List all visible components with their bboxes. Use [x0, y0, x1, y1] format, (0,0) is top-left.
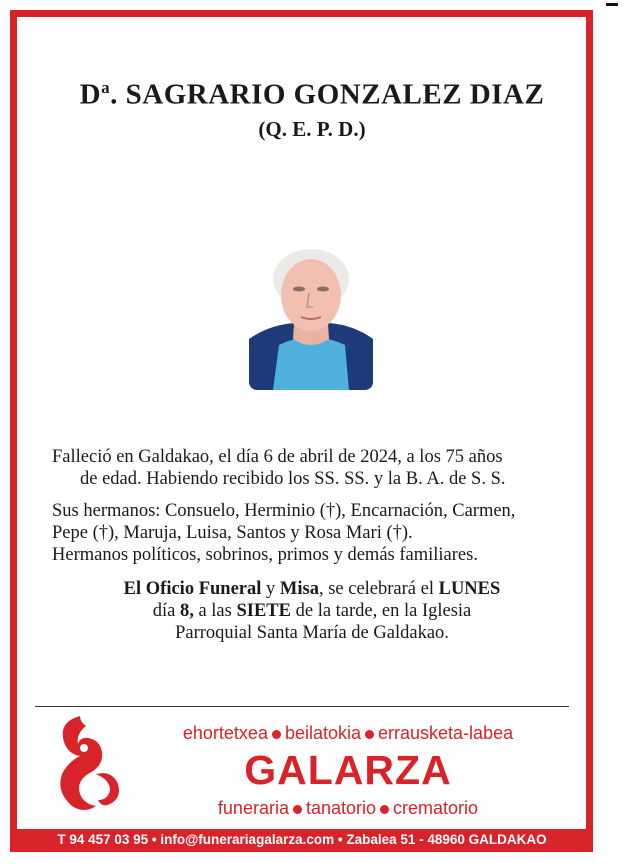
- brand-name: GALARZA: [244, 747, 452, 793]
- bullet-dot-icon: [272, 730, 281, 739]
- family-text: [52, 500, 572, 566]
- family-line: Hermanos políticos, sobrinos, primos y demás familiares.: [52, 545, 478, 565]
- funeral-line: El Oficio Funeral y Misa, se celebrará el LUNES: [123, 579, 501, 599]
- funeral-line: día 8, a las SIETE de la tarde, en la Iglesia: [152, 601, 472, 621]
- brand-tagline-bottom: funeraria tanatorio crematorio: [217, 798, 479, 818]
- bullet-dot-icon: [365, 730, 374, 739]
- death-notice-text: [52, 446, 572, 490]
- funeral-details: [52, 578, 572, 644]
- notice-line: de edad. Habiendo recibido los SS. SS. y la B. A. de S. S.: [80, 469, 506, 489]
- brand-tagline-top: ehortetxea beilatokia errausketa-labea: [182, 723, 514, 743]
- bullet-dot-icon: [293, 805, 302, 814]
- galarza-logo-icon: [50, 712, 130, 814]
- edge-mark: [606, 3, 618, 6]
- bullet-dot-icon: [380, 805, 389, 814]
- notice-line: Falleció en Galdakao, el día 6 de abril de 2024, a los 75 años: [52, 447, 503, 467]
- contact-footer: T 94 457 03 95 • info@funerariagalarza.com • Zabalea 51 - 48960 GALDAKAO: [12, 829, 592, 851]
- family-line: Pepe (†), Maruja, Luisa, Santos y Rosa Mari (†).: [52, 523, 413, 543]
- qepd-label: (Q. E. P. D.): [258, 117, 366, 141]
- funeral-line: Parroquial Santa María de Galdakao.: [175, 623, 449, 643]
- divider: [35, 706, 569, 707]
- portrait-photo: [249, 247, 373, 390]
- family-line: Sus hermanos: Consuelo, Herminio (†), Encarnación, Carmen,: [52, 501, 516, 521]
- deceased-name: $D^a$. SAGRARIO GONZALEZ DIAZ: [79, 78, 545, 111]
